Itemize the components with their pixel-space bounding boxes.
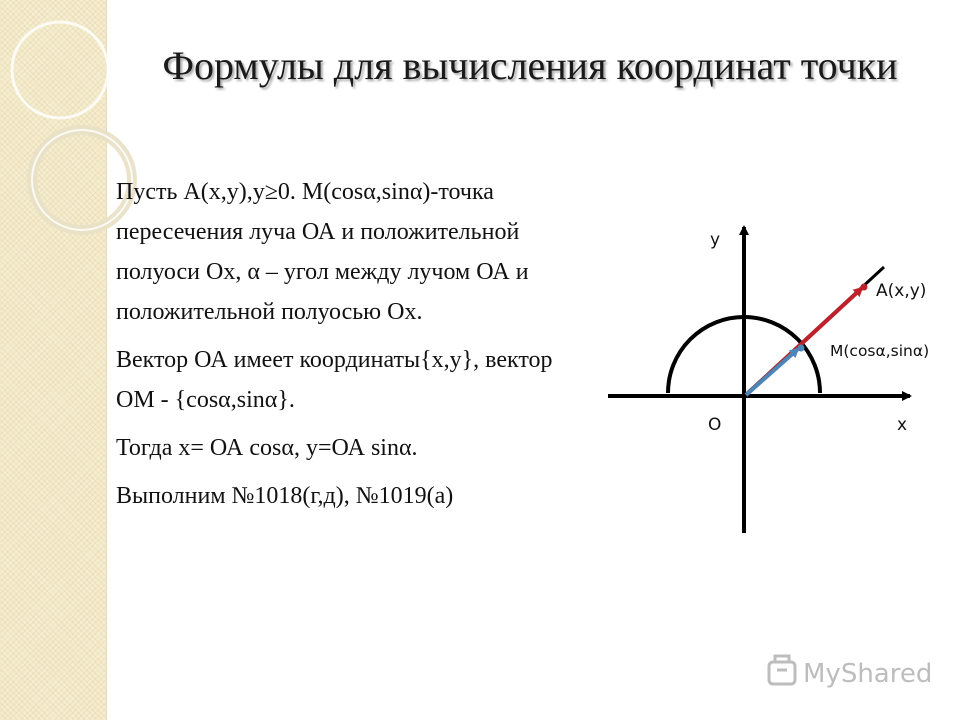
point-a [861,284,868,291]
label-point-a: A(x,y) [876,281,927,301]
paragraph-vectors: Вектор ОА имеет координаты{x,y}, вектор ОМ - {cosα,sinα}. [116,347,553,413]
point-m [798,345,805,352]
label-y: y [710,230,721,250]
label-x: x [897,415,908,435]
myshared-watermark [765,652,945,692]
watermark-text: MyShared [803,659,933,689]
watermark-logo-icon [769,656,795,684]
slide-body [116,172,596,524]
vector-om [746,349,798,395]
coordinate-diagram [600,215,960,545]
label-point-m: M(cosα,sinα) [830,342,930,360]
paragraph-definition: Пусть А(х,у),у≥0. М(cosα,sinα)-точка пересечения луча ОА и положительной полуоси Ох, α – угол между лучом ОА и положительной полуосью Ох. [116,179,529,325]
paragraph-formulas: Тогда х= ОА cosα, у=ОА sinα. [116,435,418,461]
paragraph-exercises: Выполним №1018(г,д), №1019(а) [116,483,454,509]
label-origin: O [708,415,722,435]
slide-title: Формулы для вычисления координат точки [162,43,898,88]
